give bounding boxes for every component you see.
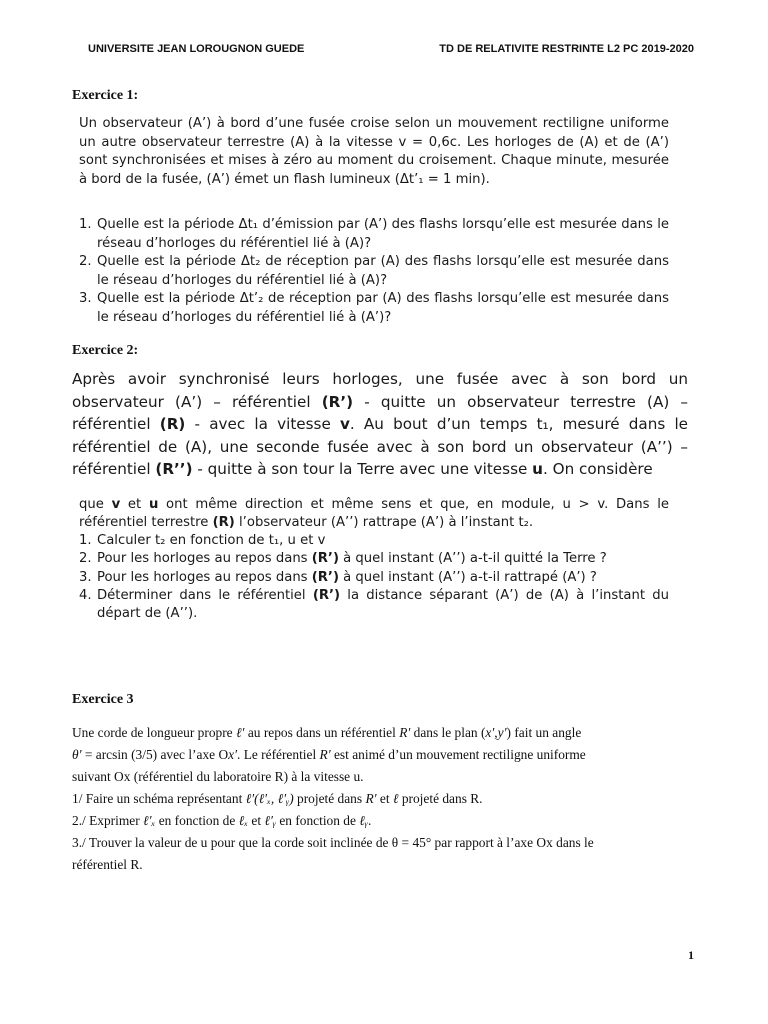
frame-label: (R’’) xyxy=(155,460,193,478)
frame-label: (R’) xyxy=(321,392,354,411)
exercise-1-statement: Un observateur (A’) à bord d’une fusée croise selon un mouvement rectiligne uniforme un autre observateur terrestre (A) à la vitesse v = 0,6c. Les horloges de (A) et de (A’) sont synchronisées et mises à zéro au moment du croisement. Chaque minute, mesurée à bord de la fusée, (A’) émet un flash lumineux (Δt’₁ = 1 min). xyxy=(79,116,669,187)
math-symbol: R′ xyxy=(365,791,377,806)
math-symbol: x′ xyxy=(485,725,495,740)
question-number: 1. xyxy=(79,533,92,548)
math-symbol: y′ xyxy=(497,725,507,740)
question-text: Pour les horloges au repos dans xyxy=(97,569,312,585)
exercise-3-title: Exercice 3 xyxy=(72,692,134,707)
exercise-3-statement xyxy=(72,722,688,876)
question-number: 3. xyxy=(79,291,92,307)
vector-v: v xyxy=(339,415,350,433)
question-text: Calculer t₂ en fonction de t₁, u et v xyxy=(97,533,326,548)
math-symbol: R′ xyxy=(399,725,411,740)
text-run: . xyxy=(367,813,372,828)
text-run: - quitte à son tour la Terre avec une vitesse xyxy=(192,460,533,478)
question-number: 2. xyxy=(79,551,92,567)
text-run: et xyxy=(120,497,149,512)
vector-u: u xyxy=(532,460,543,478)
header-course: TD DE RELATIVITE RESTRINTE L2 PC 2019-2020 xyxy=(439,43,694,55)
exercise-2-statement-continued xyxy=(79,496,669,532)
text-line xyxy=(72,722,688,744)
text-run: = arcsin (3/5) avec l’axe O xyxy=(81,747,229,762)
text-line xyxy=(72,788,688,810)
math-symbol: ℓₓ xyxy=(238,813,249,828)
text-run: 1/ Faire un schéma représentant xyxy=(72,791,246,806)
exercise-2-questions xyxy=(79,532,669,623)
exercise-1-title: Exercice 1: xyxy=(72,88,139,103)
math-symbol: ℓ′ xyxy=(235,725,245,740)
math-symbol: ℓ′ᵧ xyxy=(264,813,276,828)
text-line xyxy=(72,744,688,766)
question-number: 1. xyxy=(79,217,92,232)
frame-label: (R’) xyxy=(311,569,339,585)
exercise-2-statement xyxy=(72,368,688,481)
frame-label: (R’) xyxy=(311,551,339,567)
text-run: 2./ Exprimer xyxy=(72,813,144,828)
exercise-1-question xyxy=(79,290,669,327)
text-run: . On considère xyxy=(542,460,653,478)
frame-label: (R) xyxy=(212,515,235,531)
text-run: ont même direction et même sens et que, en module, u > v. Dans le référentiel terrestre xyxy=(79,497,669,531)
text-run: Une corde de longueur propre xyxy=(72,725,236,740)
text-run: en fonction de xyxy=(155,813,239,828)
text-run: . Au bout d’un temps t₁, mesuré dans le référentiel de (A), une seconde fusée avec à son bord un observateur (A’’) – référentiel xyxy=(72,415,689,478)
exercise-2-question xyxy=(79,587,669,624)
exercise-1-questions xyxy=(79,216,669,328)
math-symbol: ℓ xyxy=(392,791,399,806)
question-number: 4. xyxy=(79,587,92,603)
exercise-2-question xyxy=(79,532,669,550)
text-run: en fonction de xyxy=(275,813,360,828)
exercise-2-question xyxy=(79,550,669,568)
question-number: 2. xyxy=(79,254,92,270)
text-line: référentiel R. xyxy=(72,857,143,872)
exercise-1-question xyxy=(79,216,669,253)
text-run: est animé d’un mouvement rectiligne uniforme xyxy=(330,747,586,762)
question-text: Quelle est la période Δt’₂ de réception par (A) des flashs lorsqu’elle est mesurée dans le réseau d’horloges du référentiel lié à (A’)? xyxy=(97,291,669,325)
math-expression: ℓ′(ℓ′ₓ, ℓ′ᵧ) xyxy=(245,791,294,806)
text-line: suivant Ox (référentiel du laboratoire R) à la vitesse u. xyxy=(72,769,364,784)
question-text: Pour les horloges au repos dans xyxy=(97,551,312,567)
frame-label: (R’) xyxy=(312,587,341,603)
exercise-2-title: Exercice 2: xyxy=(72,343,139,358)
text-run: que xyxy=(79,497,112,512)
question-number: 3. xyxy=(79,569,92,585)
math-symbol: R′ xyxy=(319,747,331,762)
math-symbol: ℓᵧ xyxy=(359,813,368,828)
text-run: et xyxy=(376,791,393,806)
text-run: , xyxy=(494,725,498,740)
text-run: au repos dans un référentiel xyxy=(244,725,400,740)
question-text: Quelle est la période Δt₁ d’émission par (A’) des flashs lorsqu’elle est mesurée dans le réseau d’horloges du référentiel lié à (A)? xyxy=(97,217,669,251)
frame-label: (R) xyxy=(159,415,186,433)
text-run: Après avoir synchronisé leurs horloges, une fusée avec à son bord un observateur (A’) – référentiel xyxy=(72,370,688,411)
exercise-1-question xyxy=(79,253,669,290)
text-run: dans le plan ( xyxy=(410,725,486,740)
text-run: projeté dans R. xyxy=(398,791,483,806)
math-symbol: x′ xyxy=(228,747,237,762)
text-run: projeté dans xyxy=(293,791,366,806)
page-number: 1 xyxy=(688,948,694,962)
question-text: Déterminer dans le référentiel xyxy=(97,587,313,603)
question-text: à quel instant (A’’) a-t-il rattrapé (A’) ? xyxy=(338,569,597,585)
question-text: la distance séparant (A’) de (A) à l’instant du départ de (A’’). xyxy=(97,587,669,622)
text-run: et xyxy=(248,813,265,828)
text-run: - avec la vitesse xyxy=(185,415,340,433)
vector-u: u xyxy=(148,497,159,512)
question-text: à quel instant (A’’) a-t-il quitté la Terre ? xyxy=(338,551,607,567)
text-run: l’observateur (A’’) rattrape (A’) à l’instant t₂. xyxy=(234,515,534,531)
vector-v: v xyxy=(111,497,121,512)
text-run: ) fait un angle xyxy=(506,725,582,740)
text-run: - quitte un observateur terrestre (A) – référentiel xyxy=(72,392,688,433)
exercise-2-question xyxy=(79,569,669,587)
math-symbol: ℓ′ₓ xyxy=(143,813,156,828)
text-line: 3./ Trouver la valeur de u pour que la corde soit inclinée de θ = 45° par rapport à l’axe Ox dans le xyxy=(72,835,594,850)
text-run: . Le référentiel xyxy=(237,747,320,762)
math-symbol: θ′ xyxy=(72,747,82,762)
question-text: Quelle est la période Δt₂ de réception par (A) des flashs lorsqu’elle est mesurée dans le réseau d’horloges du référentiel lié à (A)? xyxy=(97,254,669,288)
text-line xyxy=(72,810,688,832)
header-university: UNIVERSITE JEAN LOROUGNON GUEDE xyxy=(88,43,305,55)
